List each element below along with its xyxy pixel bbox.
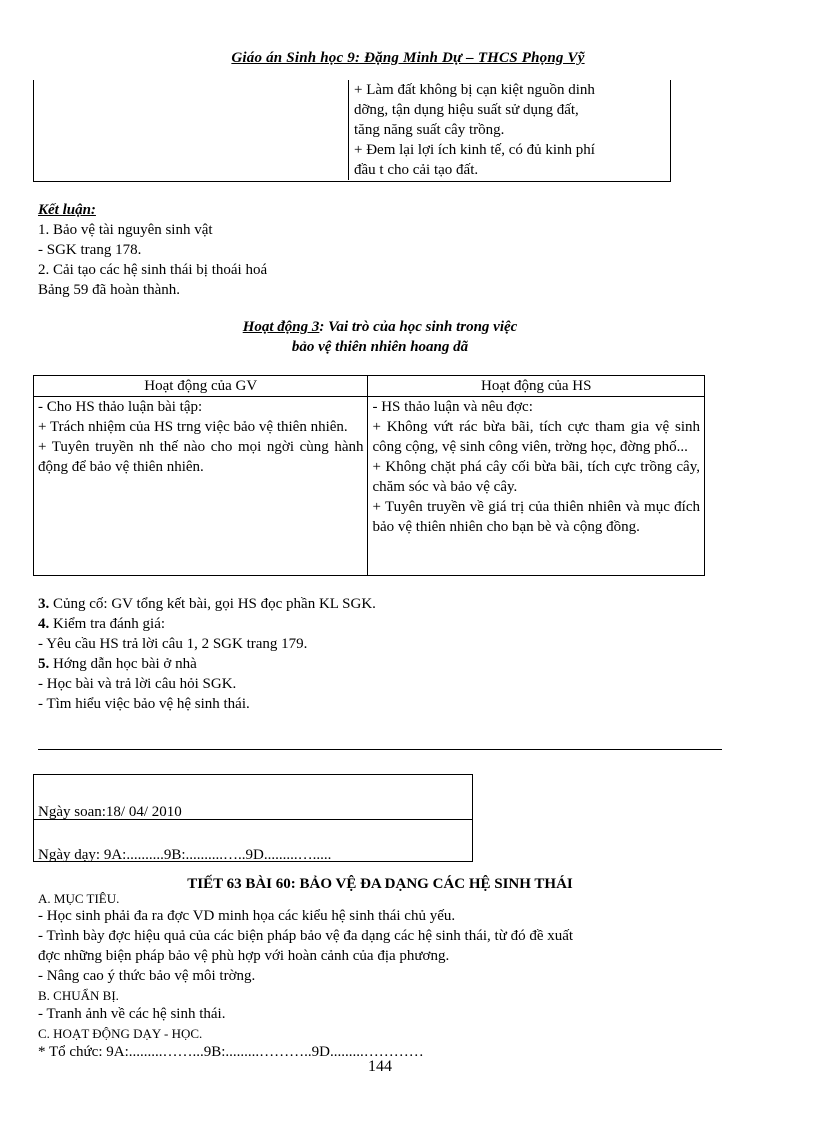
- section-num-4: 4.: [38, 616, 50, 632]
- section-num-3: 3.: [38, 596, 50, 612]
- col-header-gv: Hoạt động của GV: [34, 376, 368, 397]
- hs-line: + Không vứt rác bừa bãi, tích cực tham gia vệ sinh công cộng, vệ sinh công viên, trờng học, đờng phố...: [372, 419, 700, 455]
- top-table: [33, 80, 671, 182]
- hs-cell: [368, 397, 705, 576]
- top-right-line: tăng năng suất cây trồng.: [354, 122, 505, 138]
- objective-line: - Học sinh phải đa ra đợc VD minh họa các kiểu hệ sinh thái chủ yếu.: [38, 908, 456, 924]
- top-right-line: dỡng, tận dụng hiệu suất sử dụng đất,: [354, 102, 579, 118]
- gv-line: - Cho HS thảo luận bài tập:: [38, 399, 203, 415]
- section-divider: [38, 749, 722, 750]
- gv-line: + Trách nhiệm của HS trng việc bảo vệ thiên nhiên.: [38, 419, 348, 435]
- objective-line: - Nâng cao ý thức bảo vệ môi trờng.: [38, 968, 256, 984]
- activity3-title-rest: : Vai trò của học sinh trong việc: [319, 319, 518, 335]
- conclusion-line: - SGK trang 178.: [38, 242, 142, 258]
- activity3-label: Hoạt động 3: [242, 319, 320, 335]
- activity3-title-line2: bảo vệ thiên nhiên hoang dã: [291, 339, 469, 355]
- homework-detail: - Học bài và trả lời câu hỏi SGK.: [38, 676, 237, 692]
- hs-line: + Không chặt phá cây cối bừa bãi, tích cực trồng cây, chăm sóc và bảo vệ cây.: [372, 459, 700, 495]
- date-box: [33, 774, 473, 862]
- conclusion-line: 2. Cải tạo các hệ sinh thái bị thoái hoá: [38, 262, 268, 278]
- objectives-heading: A. MỤC TIÊU.: [38, 891, 120, 906]
- lesson-body: [38, 892, 738, 1062]
- activity3-title: [0, 317, 760, 357]
- hs-line: + Tuyên truyền về giá trị của thiên nhiên và mục đích bảo vệ thiên nhiên cho bạn bè và cộng đồng.: [372, 499, 700, 535]
- conclusion-line: 1. Bảo vệ tài nguyên sinh vật: [38, 222, 213, 238]
- preparation-line: - Tranh ảnh về các hệ sinh thái.: [38, 1006, 226, 1022]
- date-soan: Ngày soan:18/ 04/ 2010: [38, 804, 182, 820]
- activities-heading: C. HOẠT ĐỘNG DẠY - HỌC.: [38, 1026, 203, 1041]
- lesson-title: TIẾT 63 BÀI 60: BẢO VỆ ĐA DẠNG CÁC HỆ SINH THÁI: [187, 876, 573, 892]
- homework-detail: - Tìm hiểu việc bảo vệ hệ sinh thái.: [38, 696, 250, 712]
- assessment-detail: - Yêu cầu HS trả lời câu 1, 2 SGK trang 179.: [38, 636, 308, 652]
- gv-line: + Tuyên truyền nh thế nào cho mọi ngời cùng hành động để bảo vệ thiên nhiên.: [38, 439, 364, 475]
- objective-line: - Trình bày đợc hiệu quả của các biện pháp bảo vệ đa dạng các hệ sinh thái, từ đó đề xuất: [38, 928, 574, 944]
- preparation-heading: B. CHUẨN BỊ.: [38, 988, 119, 1003]
- consolidation-line: Củng cố: GV tổng kết bài, gọi HS đọc phần KL SGK.: [49, 596, 376, 612]
- gv-cell: [34, 397, 368, 576]
- homework-line: Hớng dẫn học bài ở nhà: [49, 656, 197, 672]
- page-header: Giáo án Sinh học 9: Đặng Minh Dự – THCS Phọng Vỹ: [231, 50, 585, 66]
- consolidation-block: [38, 594, 638, 714]
- section-num-5: 5.: [38, 656, 50, 672]
- hs-line: - HS thảo luận và nêu đợc:: [372, 399, 533, 415]
- col-header-hs: Hoạt động của HS: [368, 376, 705, 397]
- assessment-line: Kiểm tra đánh giá:: [49, 616, 166, 632]
- date-day: Ngày dạy: 9A:..........9B:..........…..9D.........….....: [38, 847, 332, 863]
- top-right-line: đầu t cho cải tạo đất.: [354, 162, 479, 178]
- top-right-line: + Đem lại lợi ích kinh tế, có đủ kinh phí: [354, 142, 595, 158]
- conclusion-title: Kết luận:: [38, 202, 96, 218]
- top-table-divider: [348, 80, 349, 180]
- top-table-right-cell: [354, 80, 664, 180]
- objective-line: đợc những biện pháp bảo vệ phù hợp với hoàn cảnh của địa phương.: [38, 948, 450, 964]
- conclusion-line: Bảng 59 đã hoàn thành.: [38, 282, 181, 298]
- top-right-line: + Làm đất không bị cạn kiệt nguồn dinh: [354, 82, 595, 98]
- activity-table: [33, 375, 705, 576]
- conclusion-block: [38, 200, 538, 300]
- page-number: 144: [368, 1058, 392, 1075]
- organization-line: * Tổ chức: 9A:.........……...9B:.........………..9D.........…………: [38, 1044, 424, 1060]
